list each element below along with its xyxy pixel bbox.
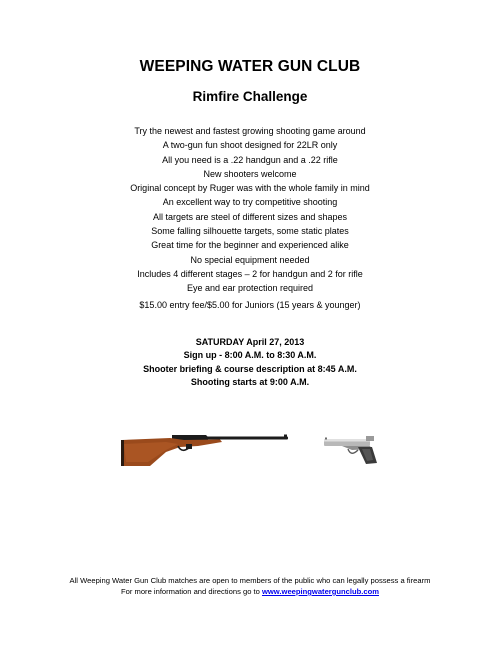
club-website-link[interactable]: www.weepingwatergunclub.com [261,587,379,596]
feature-line: Try the newest and fastest growing shooting game around [134,126,366,136]
footer-info-text: For more information and directions go to [121,587,262,596]
feature-line: Eye and ear protection required [186,283,314,294]
feature-line: A two-gun fun shoot designed for 22LR only [162,140,338,151]
feature-line: Great time for the beginner and experienced alike [151,240,349,251]
schedule-line: Shooting starts at 9:00 A.M. [190,377,310,388]
rifle-image [120,428,292,468]
feature-line: All you need is a .22 handgun and a .22 rifle [162,154,338,165]
feature-line: Some falling silhouette targets, some static plates [151,226,349,237]
pistol-image [322,433,380,465]
feature-line: An excellent way to try competitive shooting [162,197,338,208]
feature-list [0,124,500,296]
footer-info-line [0,586,500,597]
feature-line: Includes 4 different stages – 2 for handgun and 2 for rifle [137,268,363,279]
page-title: WEEPING WATER GUN CLUB [139,58,361,75]
schedule-line: Sign up - 8:00 A.M. to 8:30 A.M. [183,350,317,361]
feature-line: No special equipment needed [190,254,310,265]
feature-line: New shooters welcome [203,168,297,179]
feature-line: All targets are steel of different sizes and shapes [153,211,347,222]
entry-fee: $15.00 entry fee/$5.00 for Juniors (15 years & younger) [139,300,361,310]
footer-eligibility: All Weeping Water Gun Club matches are open to members of the public who can legally possess a firearm [69,576,431,585]
footer [0,575,500,597]
schedule-date: SATURDAY April 27, 2013 [195,337,305,347]
feature-line: Original concept by Ruger was with the whole family in mind [130,183,370,194]
schedule-line: Shooter briefing & course description at 8:45 A.M. [143,363,357,374]
event-subtitle: Rimfire Challenge [192,89,308,104]
schedule-list [0,336,500,390]
